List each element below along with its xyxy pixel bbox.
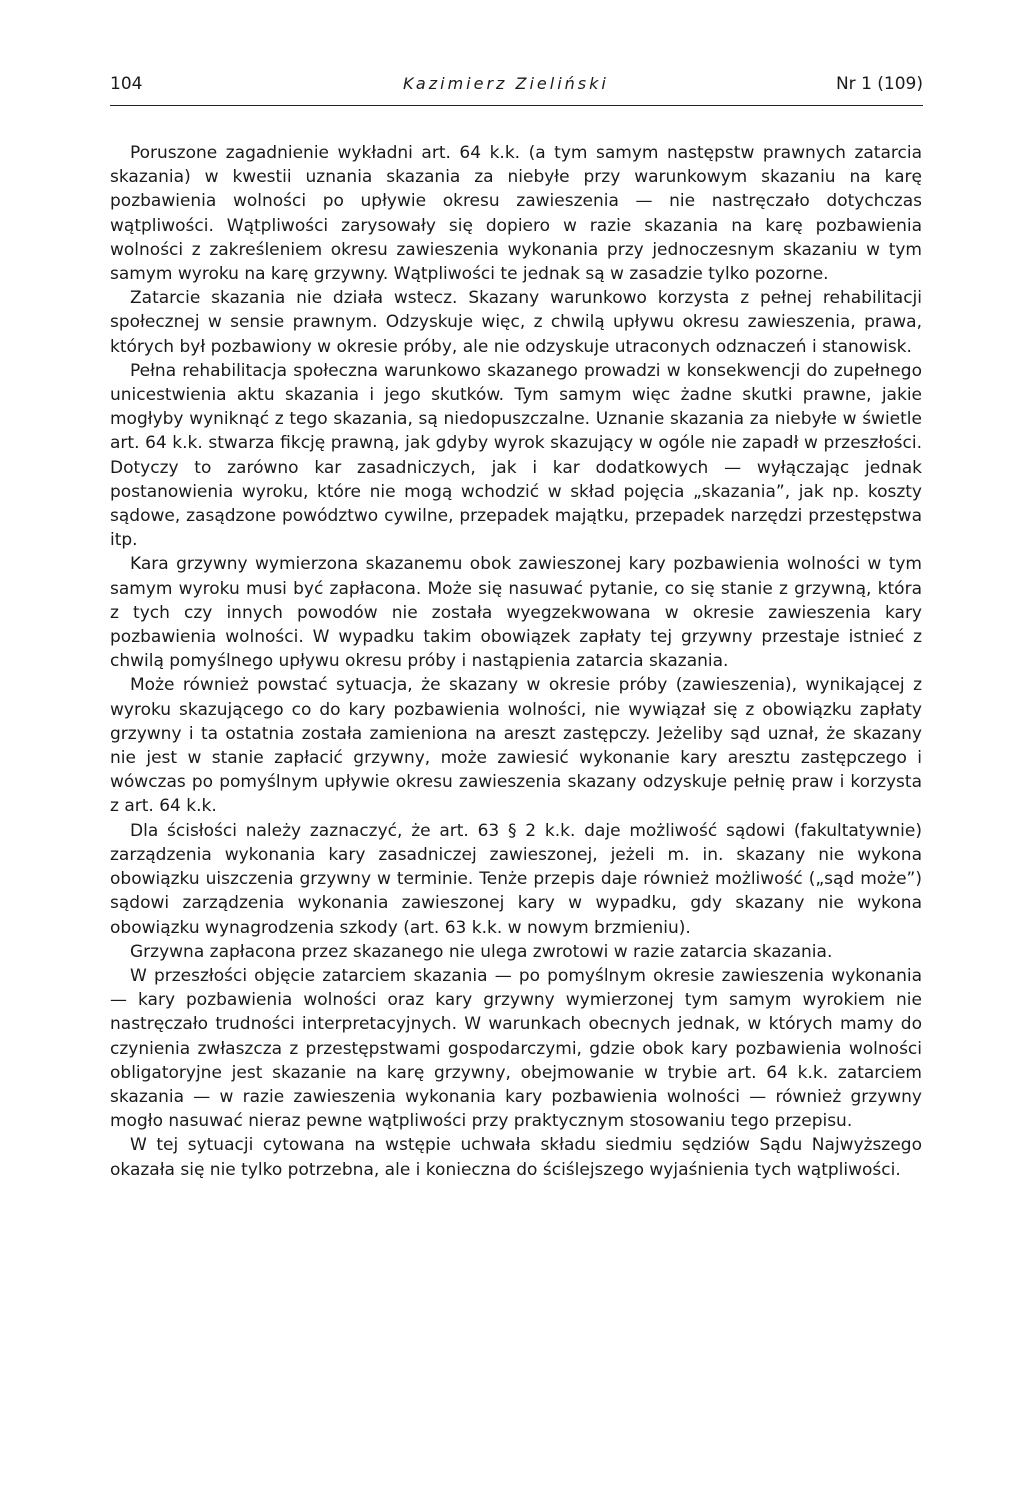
paragraph: Może również powstać sytuacja, że skazany w okresie próby (zawieszenia), wynikającej z wyroku skazującego co do kary pozbawienia wolności, nie wywiązał się z obowiązku zapłaty grzywny i ta ostatnia została zamieniona na areszt zastępczy. Jeżeliby sąd uznał, że skazany nie jest w stanie zapłacić grzywny, może zawiesić wykonanie kary aresztu zastępczego i wówczas po pomyślnym upływie okresu zawieszenia skazany odzyskuje pełnię praw i korzysta z art. 64 k.k. xyxy=(110,675,922,817)
paragraph: Pełna rehabilitacja społeczna warunkowo skazanego prowadzi w konsekwencji do zupełnego unicestwienia aktu skazania i jego skutków. Tym samym więc żadne skutki prawne, jakie mogłyby wyniknąć z tego skazania, są niedopuszczalne. Uznanie skazania za niebyłe w świetle art. 64 k.k. stwarza fikcję prawną, jak gdyby wyrok skazujący w ogóle nie zapadł w przeszłości. Dotyczy to zarówno kar zasadniczych, jak i kar dodatkowych — wyłączając jednak postanowienia wyroku, które nie mogą wchodzić w skład pojęcia „skazania”, jak np. koszty sądowe, zasądzone powództwo cywilne, przepadek majątku, przepadek narzędzi przestępstwa itp. xyxy=(110,360,922,551)
issue-number: Nr 1 (109) xyxy=(835,74,923,94)
paragraph: W tej sytuacji cytowana na wstępie uchwała składu siedmiu sędziów Sądu Najwyższego okazała się nie tylko potrzebna, ale i konieczna do ściślejszego wyjaśnienia tych wątpliwości. xyxy=(110,1135,922,1180)
article-body xyxy=(110,141,922,1182)
paragraph: Zatarcie skazania nie działa wstecz. Skazany warunkowo korzysta z pełnej rehabilitacji społecznej w sensie prawnym. Odzyskuje więc, z chwilą upływu okresu zawieszenia, prawa, których był pozbawiony w okresie próby, ale nie odzyskuje utraconych odznaczeń i stanowisk. xyxy=(110,288,922,357)
paragraph: Poruszone zagadnienie wykładni art. 64 k.k. (a tym samym następstw prawnych zatarcia skazania) w kwestii uznania skazania za niebyłe przy warunkowym skazaniu na karę pozbawienia wolności po upływie okresu zawieszenia — nie nastręczało dotychczas wątpliwości. Wątpliwości zarysowały się dopiero w razie skazania na karę pozbawienia wolności z zakreśleniem okresu zawieszenia wykonania przy jednoczesnym skazaniu w tym samym wyroku na karę grzywny. Wątpliwości te jednak są w zasadzie tylko pozorne. xyxy=(110,143,922,285)
header-rule xyxy=(110,105,923,106)
paragraph: Dla ścisłości należy zaznaczyć, że art. 63 § 2 k.k. daje możliwość sądowi (fakultatywnie) zarządzenia wykonania kary zasadniczej zawieszonej, jeżeli m. in. skazany nie wykona obowiązku uiszczenia grzywny w terminie. Tenże przepis daje również możliwość („sąd może”) sądowi zarządzenia wykonania zawieszonej kary w wypadku, gdy skazany nie wykona obowiązku wynagrodzenia szkody (art. 63 k.k. w nowym brzmieniu). xyxy=(110,820,922,938)
running-title: Kazimierz Zieliński xyxy=(403,74,609,93)
page-number: 104 xyxy=(110,74,143,94)
paragraph: Grzywna zapłacona przez skazanego nie ulega zwrotowi w razie zatarcia skazania. xyxy=(130,941,833,962)
page-header xyxy=(110,74,923,104)
paragraph: Kara grzywny wymierzona skazanemu obok zawieszonej kary pozbawienia wolności w tym samym wyroku musi być zapłacona. Może się nasuwać pytanie, co się stanie z grzywną, która z tych czy innych powodów nie została wyegzekwowana w okresie zawieszenia kary pozbawienia wolności. W wypadku takim obowiązek zapłaty tej grzywny przestaje istnieć z chwilą pomyślnego upływu okresu próby i nastąpienia zatarcia skazania. xyxy=(110,554,922,672)
paragraph: W przeszłości objęcie zatarciem skazania — po pomyślnym okresie zawieszenia wykonania — kary pozbawienia wolności oraz kary grzywny wymierzonej tym samym wyrokiem nie nastręczało trudności interpretacyjnych. W warunkach obecnych jednak, w których mamy do czynienia zwłaszcza z przestępstwami gospodarczymi, gdzie obok kary pozbawienia wolności obligatoryjne jest skazanie na karę grzywny, obejmowanie w trybie art. 64 k.k. zatarciem skazania — w razie zawieszenia wykonania kary pozbawienia wolności — również grzywny mogło nasuwać nieraz pewne wątpliwości przy praktycznym stosowaniu tego przepisu. xyxy=(110,965,922,1132)
